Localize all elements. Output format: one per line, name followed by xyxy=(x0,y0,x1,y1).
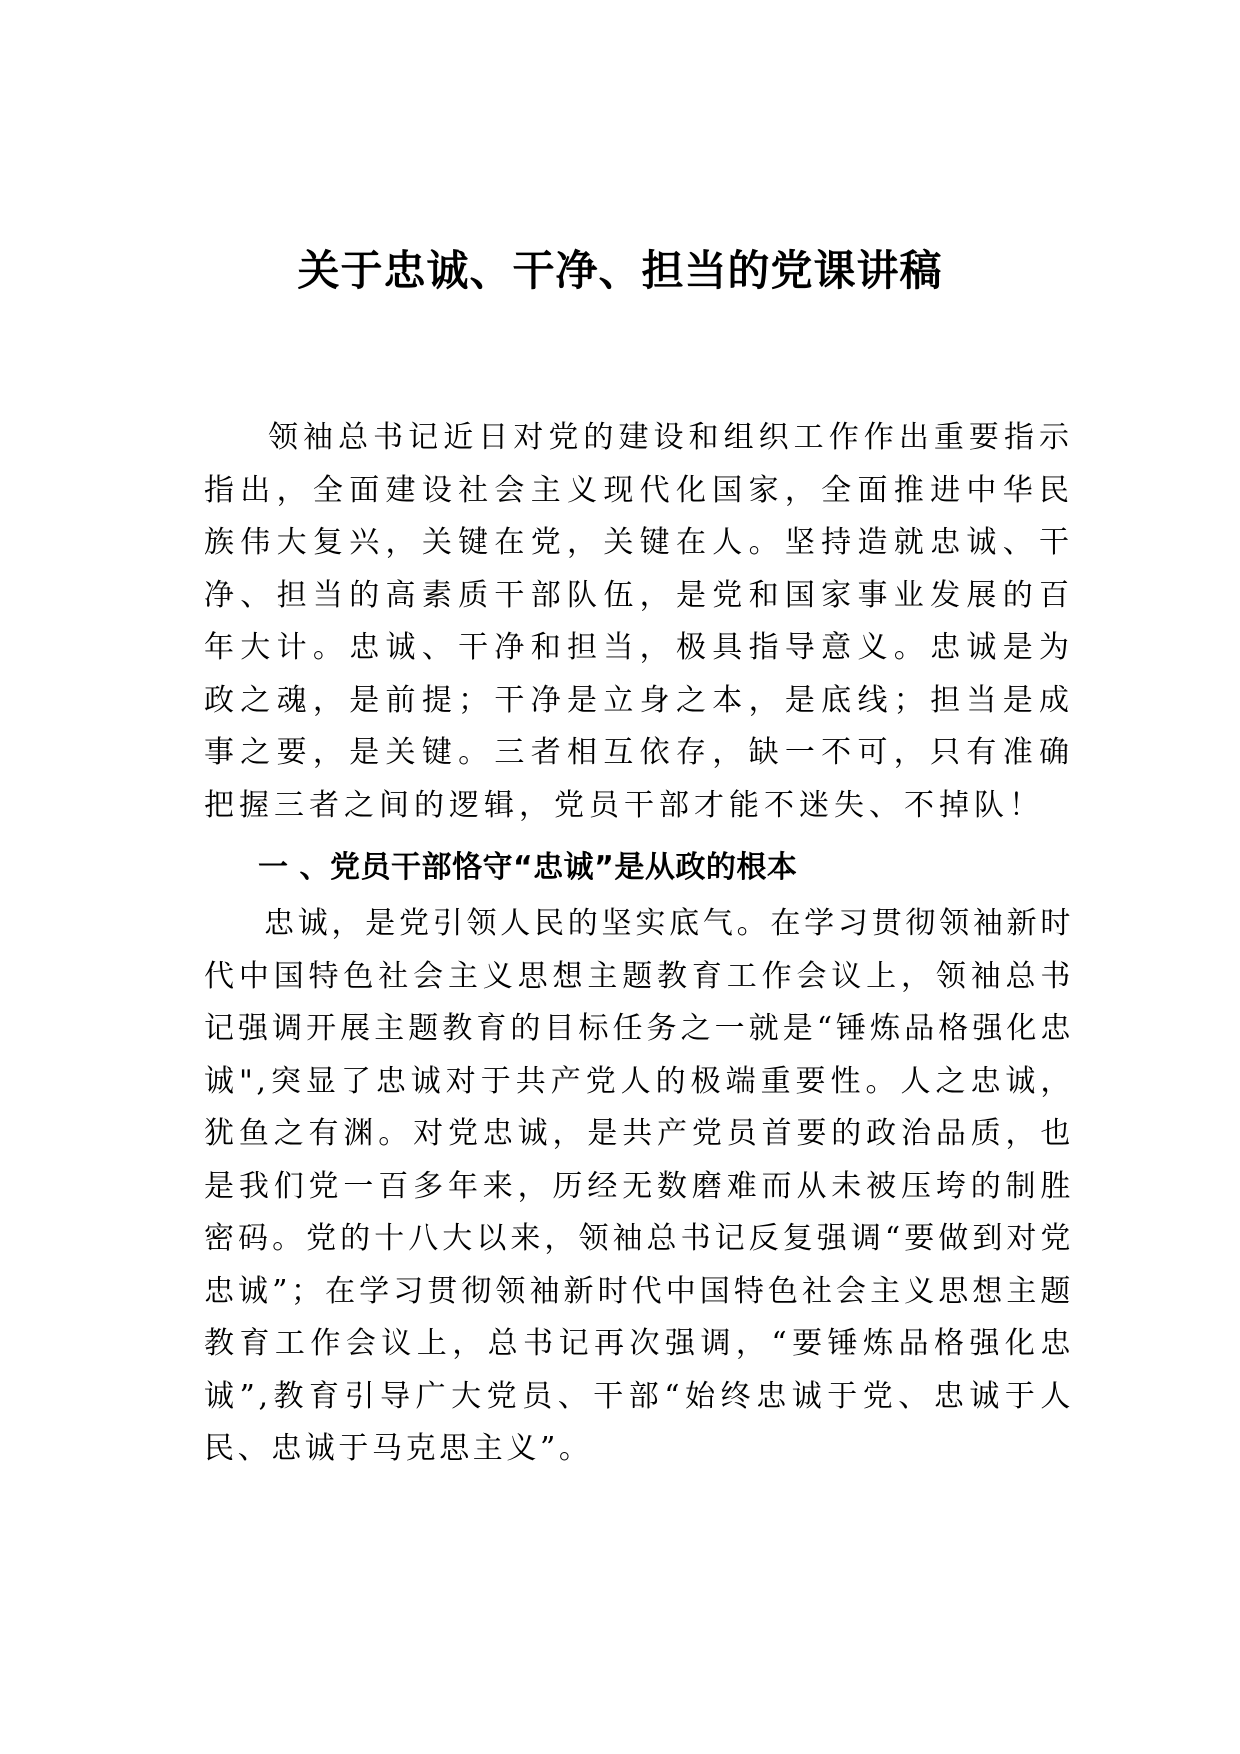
document-title: 关于忠诚、干净、担当的党课讲稿 xyxy=(297,246,943,295)
intro-paragraph: 领袖总书记近日对党的建设和组织工作作出重要指示指出，全面建设社会主义现代化国家，全面推进中华民族伟大复兴，关键在党，关键在人。坚持造就忠诚、干净、担当的高素质干部队伍，是党和国家事业发展的百年大计。忠诚、干净和担当，极具指导意义。忠诚是为政之魂，是前提；干净是立身之本，是底线；担当是成事之要，是关键。三者相互依存，缺一不可，只有准确把握三者之间的逻辑，党员干部才能不迷失、不掉队！ xyxy=(204,420,1074,823)
section-1-paragraph: 忠诚，是党引领人民的坚实底气。在学习贯彻领袖新时代中国特色社会主义思想主题教育工作会议上，领袖总书记强调开展主题教育的目标任务之一就是“锤炼品格强化忠诚",突显了忠诚对于共产党人的极端重要性。人之忠诚，犹鱼之有渊。对党忠诚，是共产党员首要的政治品质，也是我们党一百多年来，历经无数磨难而从未被压垮的制胜密码。党的十八大以来，领袖总书记反复强调“要做到对党忠诚”；在学习贯彻领袖新时代中国特色社会主义思想主题教育工作会议上，总书记再次强调，“要锤炼品格强化忠诚”,教育引导广大党员、干部“始终忠诚于党、忠诚于人民、忠诚于马克思主义”。 xyxy=(204,906,1074,1466)
section-1-heading: 一 、党员干部恪守“忠诚”是从政的根本 xyxy=(258,850,798,885)
document-body xyxy=(204,412,1074,1476)
